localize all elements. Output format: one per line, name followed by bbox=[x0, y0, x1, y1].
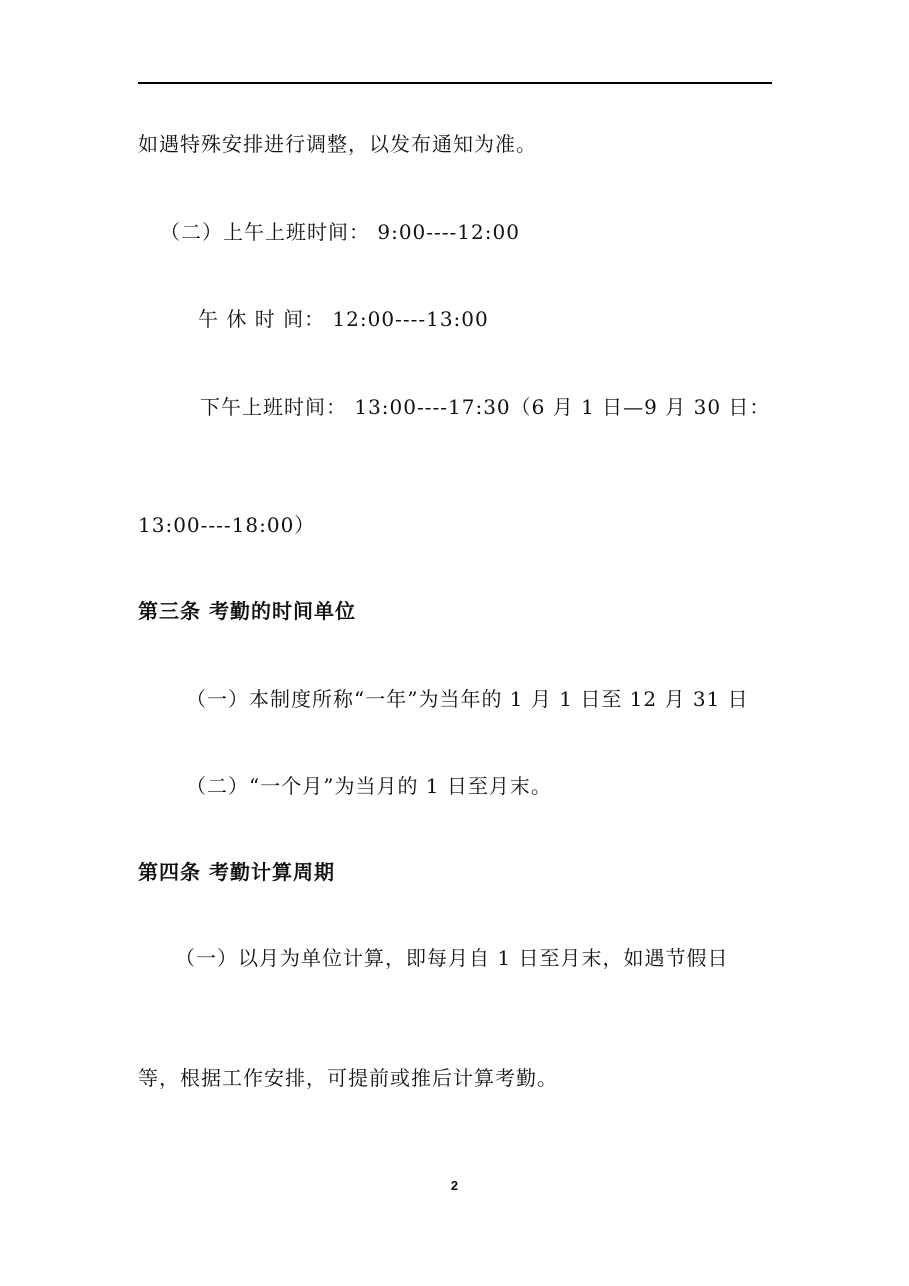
schedule-morning: （二）上午上班时间： 9:00----12:00 bbox=[160, 220, 520, 244]
schedule-afternoon-continued: 13:00----18:00） bbox=[138, 513, 316, 537]
paragraph-line: 如遇特殊安排进行调整，以发布通知为准。 bbox=[138, 132, 537, 156]
article-four-heading: 第四条 考勤计算周期 bbox=[138, 860, 335, 884]
article-four-item-one-continued: 等，根据工作安排，可提前或推后计算考勤。 bbox=[138, 1066, 558, 1090]
article-three-heading: 第三条 考勤的时间单位 bbox=[138, 599, 356, 623]
article-four-item-one: （一）以月为单位计算，即每月自 1 日至月末，如遇节假日 bbox=[175, 946, 729, 970]
schedule-afternoon: 下午上班时间： 13:00----17:30（6 月 1 日—9 月 30 日： bbox=[200, 395, 771, 419]
schedule-noon-break: 午 休 时 间： 12:00----13:00 bbox=[198, 307, 489, 331]
page-number: 2 bbox=[450, 1178, 459, 1193]
header-rule bbox=[138, 82, 772, 84]
article-three-item-one: （一）本制度所称“一年”为当年的 1 月 1 日至 12 月 31 日 bbox=[186, 687, 749, 711]
article-three-item-two: （二）“一个月”为当月的 1 日至月末。 bbox=[186, 774, 552, 798]
